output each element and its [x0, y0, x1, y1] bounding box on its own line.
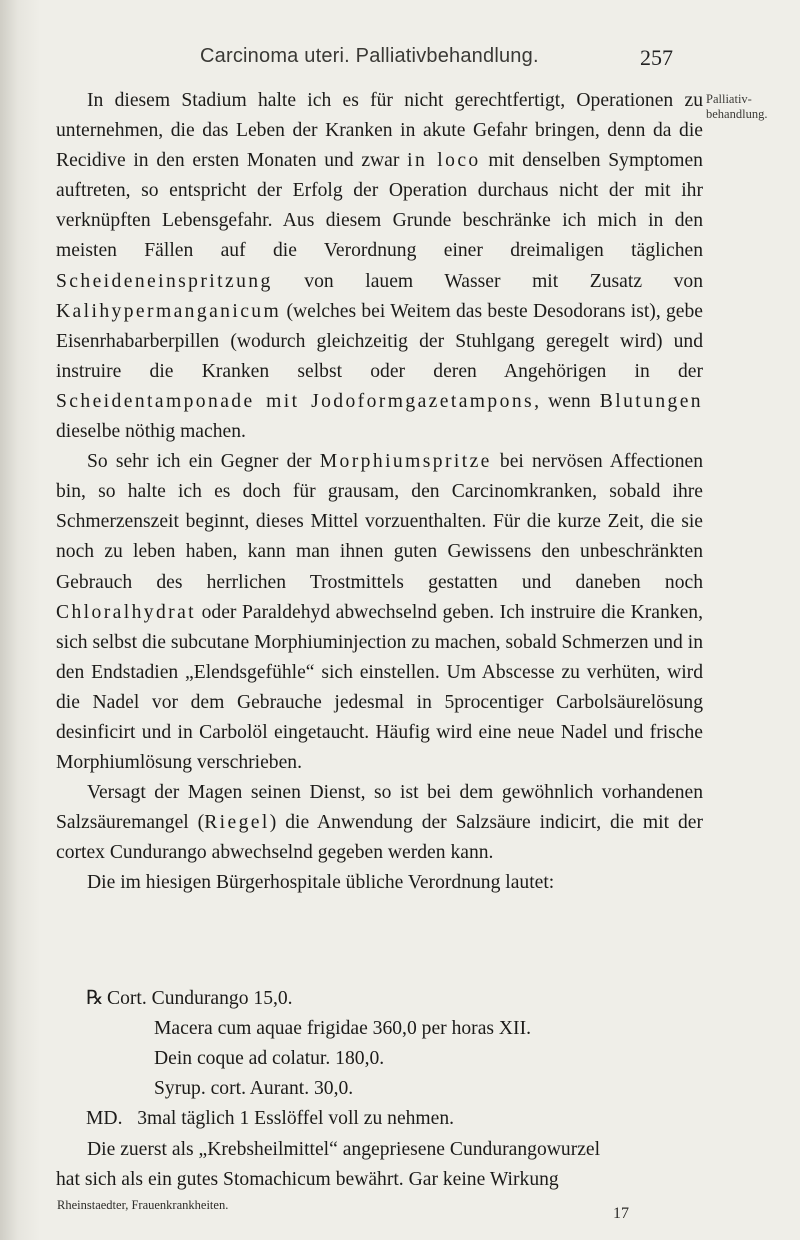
- text-run: mit denselben Symptomen auftreten, so entspricht der Erfolg der Operation durchaus nicht der mit ihr verknüpften Lebensgefahr. Aus diesem Grunde beschränke ich mich in den meisten Fällen auf die Verordnung einer dreimaligen täglichen: [56, 150, 703, 262]
- closing-line: hat sich als ein gutes Stomachicum bewährt. Gar keine Wirkung: [56, 1169, 559, 1191]
- spaced-emphasis: Scheideneinspritzung: [56, 270, 273, 292]
- spaced-emphasis: Riegel: [204, 812, 270, 834]
- closing-line: Die zuerst als „Krebsheilmittel“ angepriesene Cundurangowurzel: [87, 1139, 601, 1160]
- running-title: Carcinoma uteri. Palliativbehandlung.: [200, 45, 539, 67]
- prescription-ingredient: Cort. Cundurango 15,0.: [107, 988, 293, 1009]
- spaced-emphasis: Chloralhydrat: [56, 601, 197, 623]
- text-run: von lauem Wasser mit Zusatz von: [272, 270, 703, 292]
- text-run: bei nervösen Affectionen bin, so halte ich es doch für grausam, den Carcinomkranken, sobald ihre Schmerzenszeit beginnt, dieses Mittel vorzuenthalten. Für die kurze Zeit, die sie noch zu leben haben, kann man ihnen guten Gewissens den unbeschränkten Gebrauch des herrlichen Trostmittels gestatten und daneben noch: [56, 451, 703, 593]
- text-run: So sehr ich ein Gegner der: [87, 451, 320, 473]
- body-paragraph: [56, 447, 703, 778]
- spaced-emphasis: Scheidentamponade mit Jodoformgazetampons: [56, 390, 535, 412]
- spaced-emphasis: Blutungen: [599, 390, 704, 412]
- text-run: , wenn: [534, 390, 600, 412]
- publisher-imprint: Rheinstaedter, Frauenkrankheiten.: [57, 1198, 229, 1212]
- text-run: (welches bei Weitem das beste Desodorans ist), gebe Eisenrhabarberpillen (wodurch gleichzeitig der Stuhlgang geregelt wird) und instruire die Kranken selbst oder deren Angehörigen in der: [56, 300, 703, 382]
- body-paragraph: [56, 868, 703, 898]
- dosage-label: MD.: [86, 1108, 123, 1130]
- prescription-line: Dein coque ad colatur. 180,0.: [154, 1048, 385, 1070]
- running-header: [0, 45, 800, 75]
- spaced-emphasis: in loco: [407, 150, 481, 172]
- recipe-symbol: ℞: [86, 988, 104, 1009]
- page-number: 257: [640, 45, 673, 70]
- dosage-text: 3mal täglich 1 Esslöffel voll zu nehmen.: [137, 1108, 455, 1130]
- prescription-dosage: [56, 1104, 703, 1134]
- prescription: [56, 984, 703, 1134]
- text-run: In diesem Stadium halte ich es für nicht gerechtfertigt, Operationen zu unternehmen, die das Leben der Kranken in akute Gefahr bringen, denn da die Recidive in den ersten Monaten und zwar: [56, 90, 703, 172]
- prescription-line: [56, 984, 703, 1014]
- signature-number: 17: [613, 1205, 629, 1222]
- prescription-line: Syrup. cort. Aurant. 30,0.: [154, 1078, 354, 1100]
- body-paragraph: [56, 86, 703, 447]
- spaced-emphasis: Morphiumspritze: [319, 451, 492, 473]
- text-run: Die im hiesigen Bürgerhospitale übliche Verordnung lautet:: [87, 872, 555, 894]
- spaced-emphasis: Kalihypermanganicum: [56, 300, 282, 322]
- body-paragraph: [56, 778, 703, 868]
- text-run: Versagt der Magen seinen Dienst, so ist bei dem gewöhnlich vorhandenen Salzsäuremangel (: [56, 782, 703, 834]
- closing-paragraph: [56, 1135, 703, 1195]
- prescription-line: Macera cum aquae frigidae 360,0 per horas XII.: [154, 1018, 532, 1040]
- text-run: dieselbe nöthig machen.: [56, 421, 246, 443]
- text-run: oder Paraldehyd abwechselnd geben. Ich instruire die Kranken, sich selbst die subcutane Morphiuminjection zu machen, sobald Schmerzen und in den Endstadien „Elendsgefühle“ sich einstellen. Um Abscesse zu verhüten, wird die Nadel vor dem Gebrauche jedesmal in 5procentiger Carbolsäurelösung desinficirt und in Carbolöl eingetaucht. Häufig wird eine neue Nadel und frische Morphiumlösung verschrieben.: [56, 601, 703, 774]
- body-text: [56, 86, 703, 899]
- marginal-note: Palliativ-behandlung.: [706, 92, 768, 121]
- text-run: ) die Anwendung der Salzsäure indicirt, die mit der cortex Cundurango abwechselnd gegeben werden kann.: [56, 812, 703, 864]
